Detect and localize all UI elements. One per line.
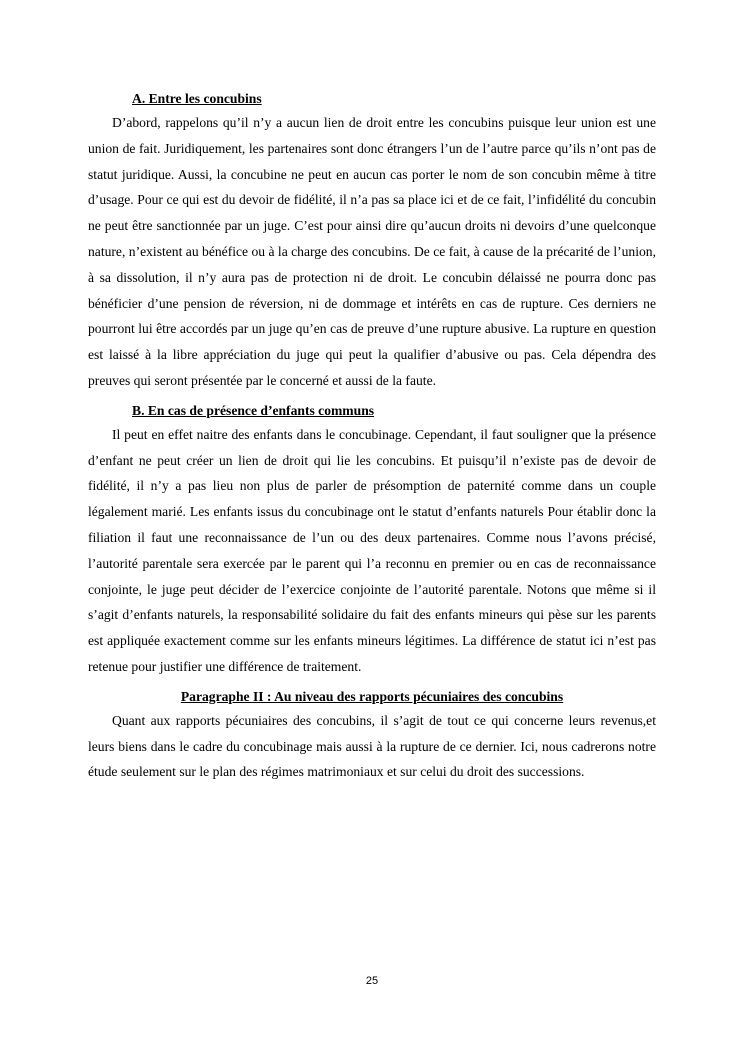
paragraphe-ii-heading: Paragraphe II : Au niveau des rapports pécuniaires des concubins bbox=[180, 688, 564, 704]
section-a-paragraph: D’abord, rappelons qu’il n’y a aucun lien de droit entre les concubins puisque leur union est une union de fait. Juridiquement, les partenaires sont donc étrangers l’un de l’autre parce qu’ils n’ont pas de statut juridique. Aussi, la concubine ne peut en aucun cas porter le nom de son concubin même à titre d’usage. Pour ce qui est du devoir de fidélité, il n’a pas sa place ici et de ce fait, l’infidélité du concubin ne peut être sanctionnée par un juge. C’est pour ainsi dire qu’aucun droits ni devoirs d’une quelconque nature, n’existent au bénéfice ou à la charge des concubins. De ce fait, à cause de la précarité de l’union, à sa dissolution, il n’y aura pas de protection ni de droit. Le concubin délaissé ne pourra donc pas bénéficier d’une pension de réversion, ni de dommage et intérêts en cas de rupture. Ces derniers ne pourront lui être accordés par un juge qu’en cas de preuve d’une rupture abusive. La rupture en question est laissé à la libre appréciation du juge qui peut la qualifier d’abusive ou pas. Cela dépendra des preuves qui seront présentée par le concerné et aussi de la faute. bbox=[88, 115, 656, 388]
paragraphe-ii-paragraph: Quant aux rapports pécuniaires des concubins, il s’agit de tout ce qui concerne leurs revenus,et leurs biens dans le cadre du concubinage mais aussi à la rupture de ce dernier. Ici, nous cadrerons notre étude seulement sur le plan des régimes matrimoniaux et sur celui du droit des successions. bbox=[88, 712, 656, 780]
section-a-heading: A. Entre les concubins bbox=[132, 91, 262, 106]
section-b-paragraph: Il peut en effet naitre des enfants dans le concubinage. Cependant, il faut souligner que la présence d’enfant ne peut créer un lien de droit qui lie les concubins. Et puisqu’il n’existe pas de devoir de fidélité, il n’y a pas lieu non plus de parler de présomption de paternité comme dans un couple légalement marié. Les enfants issus du concubinage ont le statut d’enfants naturels Pour établir donc la filiation il faut une reconnaissance de l’un ou des deux partenaires. Comme nous l’avons précisé, l’autorité parentale sera exercée par le parent qui l’a reconnu en premier ou en cas de reconnaissance conjointe, le juge peut décider de l’exercice conjointe de l’autorité parentale. Notons que même si il s’agit d’enfants naturels, la responsabilité solidaire du fait des enfants mineurs qui pèse sur les parents est appliquée exactement comme sur les enfants mineurs légitimes. La différence de statut ici n’est pas retenue pour justifier une différence de traitement. bbox=[88, 426, 656, 674]
document-body bbox=[88, 88, 656, 785]
page-number: 25 bbox=[365, 975, 379, 987]
section-b-heading: B. En cas de présence d’enfants communs bbox=[132, 402, 375, 418]
